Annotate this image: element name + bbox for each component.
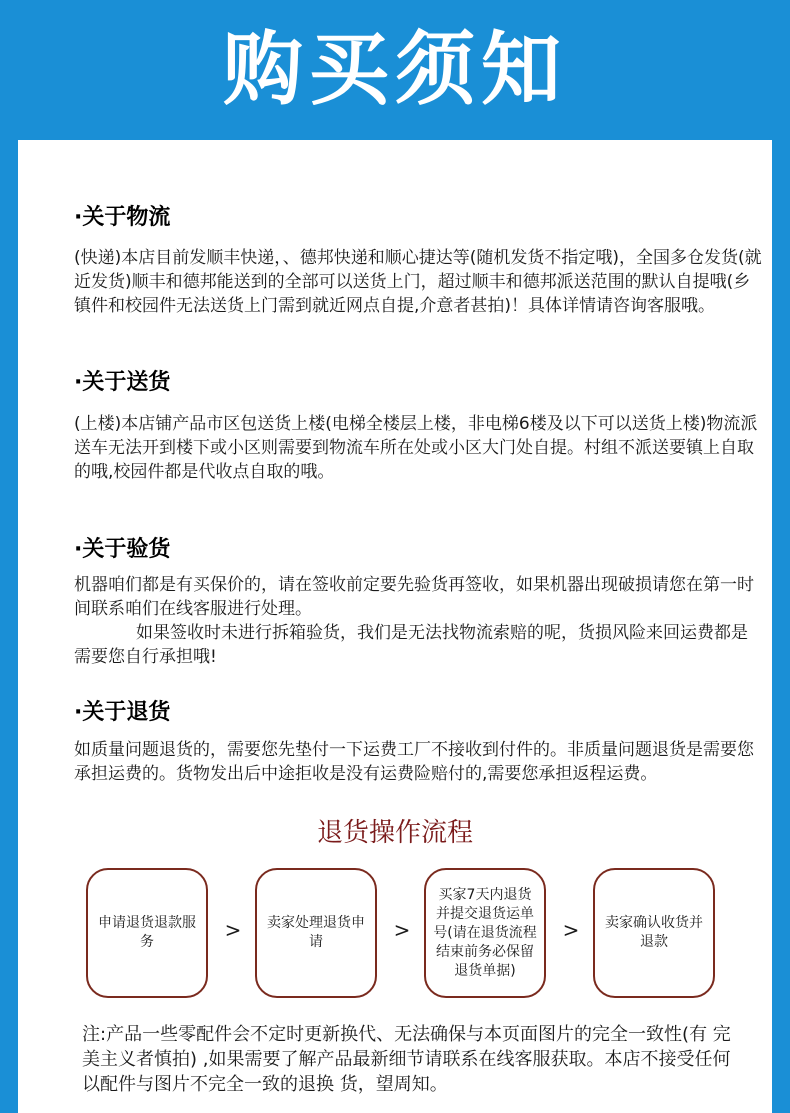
process-arrow-2: > bbox=[393, 918, 411, 942]
process-step-3 bbox=[424, 868, 546, 998]
inspection-paragraph-1: 机器咱们都是有买保价的，请在签收前定要先验货再签收，如果机器出现破损请您在第一时间联系咱们在线客服进行处理。 bbox=[74, 575, 754, 619]
section-body-returns: 如质量问题退货的，需要您先垫付一下运费工厂不接收到付件的。非质量问题退货是需要您承担运费的。货物发出后中途拒收是没有运费险赔付的,需要您承担返程运费。 bbox=[74, 740, 754, 784]
section-heading-logistics: ·关于物流 bbox=[74, 205, 171, 230]
process-arrow-1: > bbox=[224, 918, 242, 942]
disclaimer-note: 注:产品一些零配件会不定时更新换代、无法确保与本页面图片的完全一致性(有 完美主义者慎拍) ,如果需要了解产品最新细节请联系在线客服获取。本店不接受任何以配件与图片不完全一致的退换 货，望周知。 bbox=[82, 1024, 731, 1095]
notice-panel bbox=[18, 140, 772, 1113]
process-title: 退货操作流程 bbox=[316, 818, 473, 848]
page-title: 购买须知 bbox=[223, 23, 567, 116]
process-step-2 bbox=[255, 868, 377, 998]
process-step-label: 申请退货退款服务 bbox=[98, 915, 196, 950]
section-heading-inspection: ·关于验货 bbox=[74, 537, 171, 562]
process-step-label: 买家7天内退货并提交退货运单号(请在退货流程结束前务必保留退货单据) bbox=[433, 886, 537, 979]
process-arrow-3: > bbox=[562, 918, 580, 942]
section-body-inspection bbox=[74, 573, 764, 669]
process-step-4 bbox=[593, 868, 715, 998]
process-step-1 bbox=[86, 868, 208, 998]
process-step-label: 卖家确认收货并退款 bbox=[605, 915, 703, 950]
section-body-delivery: (上楼)本店铺产品市区包送货上楼(电梯全楼层上楼，非电梯6楼及以下可以送货上楼)物流派送车无法开到楼下或小区则需要到物流车所在处或小区大门处自提。村组不派送要镇上自取的哦,校园件都是代收点自取的哦。 bbox=[74, 414, 758, 482]
inspection-paragraph-2: 如果签收时未进行拆箱验货，我们是无法找物流索赔的呢，货损风险来回运费都是需要您自行承担哦! bbox=[74, 623, 748, 667]
section-body-logistics: (快递)本店目前发顺丰快递，、德邦快递和顺心捷达等(随机发货不指定哦)，全国多仓发货(就近发货)顺丰和德邦能送到的全部可以送货上门，超过顺丰和德邦派送范围的默认自提哦(乡镇件和校园件无法送货上门需到就近网点自提,介意者甚拍)！具体详情请咨询客服哦。 bbox=[74, 248, 762, 316]
section-heading-returns: ·关于退货 bbox=[74, 700, 171, 725]
section-heading-delivery: ·关于送货 bbox=[74, 370, 171, 395]
process-step-label: 卖家处理退货申请 bbox=[267, 915, 365, 950]
